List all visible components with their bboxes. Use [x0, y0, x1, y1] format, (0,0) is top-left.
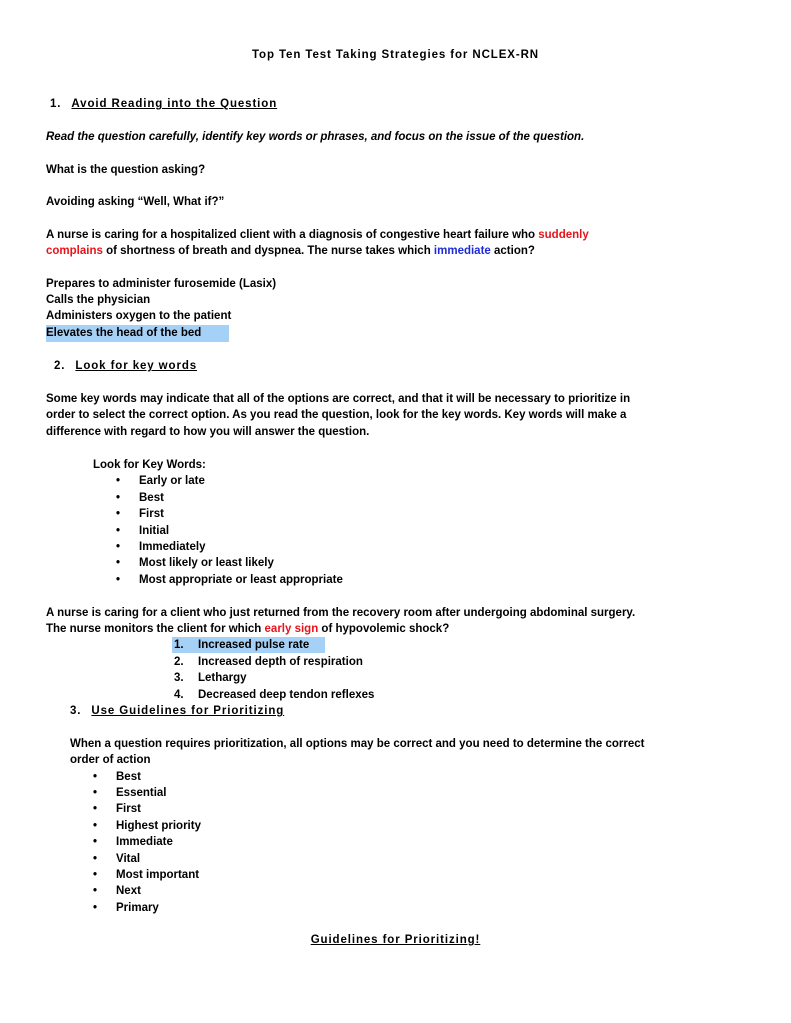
bullet-icon: • — [93, 803, 98, 815]
example-text: A nurse is caring for a hospitalized client with a diagnosis of congestive heart failure who — [46, 229, 539, 241]
bullet-icon: • — [93, 771, 98, 783]
example-question-1-line-2 — [46, 243, 535, 260]
section-3-number: 3. — [70, 705, 82, 717]
question-prompt-1: What is the question asking? — [46, 164, 206, 176]
keyword-complains: complains — [46, 245, 103, 257]
section-3-heading — [70, 705, 284, 717]
section-3-paragraph-line: When a question requires prioritization, all options may be correct and you need to determine the correct — [70, 738, 645, 750]
bullet-icon: • — [116, 574, 121, 586]
bullet-icon: • — [116, 475, 121, 487]
section-3-title: Use Guidelines for Prioritizing — [91, 705, 285, 717]
answer-option: Administers oxygen to the patient — [46, 310, 232, 322]
question-prompt-2: Avoiding asking “Well, What if?” — [46, 196, 225, 208]
bullet-icon: • — [93, 869, 98, 881]
example-text: action? — [490, 245, 535, 257]
section-2-paragraph-line: difference with regard to how you will answer the question. — [46, 426, 370, 438]
section-1-intro: Read the question carefully, identify key words or phrases, and focus on the issue of the question. — [46, 131, 585, 143]
guidelines-subheading: Guidelines for Prioritizing! — [310, 934, 481, 946]
section-2-number: 2. — [54, 360, 66, 372]
document-page: Top Ten Test Taking Strategies for NCLEX-RN 1. Avoid Reading into the Question Read the question carefully, identify key words or phrases, and focus on the issue of the question. What is the question asking? Avoiding asking “Well, What if?” A nurse is caring for a hospitalized client with a diagnosis of congestive heart failure who suddenly complains of shortness of breath and dyspnea. The nurse takes which immediate action? Prepares to administer furosemide (Lasix) Calls the physician Administers oxygen to the patient Elevates the head of the bed 2. Look for key words Some key words may indicate that all of the options are correct, and that it will be necessary to prioritize in order to select the correct option. As you read the question, look for the key words. Key words will make a difference with regard to how you will answer the question. Look for Key Words: • Early or late • Best • First • Initial • Immediately • Most likely or least likely • Most appropriate or least appropriate A nurse is caring for a client who just returned from the recovery room after undergoing abdominal surgery. The nurse monitors the client for which early sign of hypovolemic shock? 1. Increased pulse rate 2. Increased depth of respiration 3. Lethargy 4. Decreased deep tendon reflexes 3. Use Guidelines for Prioritizing When a question requires prioritization, all options may be correct and you need to determine the correct order of action • Best • Essential • First • Highest priority • Immediate • Vital • Most important • Next • Primary Guidelines for Prioritizing! — [0, 0, 791, 1023]
key-words-label: Look for Key Words: — [93, 459, 206, 471]
bullet-icon: • — [93, 885, 98, 897]
section-1-title: Avoid Reading into the Question — [71, 98, 278, 110]
document-title: Top Ten Test Taking Strategies for NCLEX-RN — [251, 49, 540, 61]
bullet-icon: • — [93, 902, 98, 914]
bullet-icon: • — [93, 820, 98, 832]
answer-option-correct — [46, 325, 229, 342]
answer-option: Prepares to administer furosemide (Lasix) — [46, 278, 277, 290]
section-3-paragraph-line: order of action — [70, 754, 151, 766]
section-1-heading — [50, 98, 277, 110]
answer-option: Calls the physician — [46, 294, 151, 306]
example-question-2-line-1: A nurse is caring for a client who just returned from the recovery room after undergoing abdominal surgery. — [46, 607, 636, 619]
bullet-icon: • — [93, 853, 98, 865]
section-1-number: 1. — [50, 98, 62, 110]
example-question-1-line-1 — [46, 227, 589, 244]
bullet-icon: • — [93, 787, 98, 799]
bullet-icon: • — [116, 492, 121, 504]
bullet-icon: • — [93, 836, 98, 848]
section-2-paragraph-line: Some key words may indicate that all of the options are correct, and that it will be necessary to prioritize in — [46, 393, 631, 405]
section-2-heading — [54, 360, 197, 372]
keyword-suddenly: suddenly — [538, 229, 589, 241]
highlighted-answer: Elevates the head of the bed — [46, 325, 229, 342]
example-question-2-line-2: The nurse monitors the client for which early sign of hypovolemic shock? — [46, 623, 450, 635]
section-2-paragraph-line: order to select the correct option. As you read the question, look for the key words. Key words will make a — [46, 409, 627, 421]
keyword-immediate: immediate — [433, 245, 491, 257]
bullet-icon: • — [116, 557, 121, 569]
example-text: of shortness of breath and dyspnea. The nurse takes which — [102, 245, 434, 257]
bullet-icon: • — [116, 525, 121, 537]
keyword-early-sign: early sign — [264, 623, 319, 635]
bullet-icon: • — [116, 541, 121, 553]
bullet-icon: • — [116, 508, 121, 520]
section-2-title: Look for key words — [75, 360, 198, 372]
